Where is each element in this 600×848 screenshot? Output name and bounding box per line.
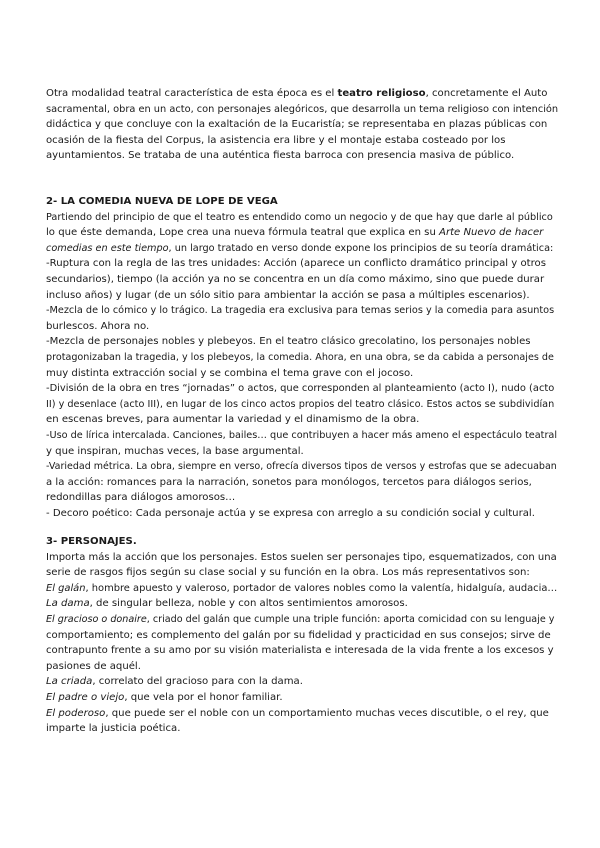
list-item-line: secundarios), tiempo (la acción ya no se concentra en un día como máximo, sino que puede durar: [46, 273, 545, 285]
book-title: comedias en este tiempo: [46, 242, 169, 254]
paragraph-line: serie de rasgos fijos según su clase social y su función en la obra. Los más representativos son:: [46, 567, 530, 579]
intro-line: didáctica y que concluye con la exaltación de la Eucaristía; se representaba en plazas públicas con: [46, 119, 548, 131]
paragraph-text: lo que éste demanda, Lope crea una nueva fórmula teatral que explica en su: [46, 227, 440, 239]
character-criada: [46, 674, 558, 690]
character-description: , que puede ser el noble con un comportamiento muchas veces discutible, o el rey, que: [105, 707, 549, 719]
teatro-religioso-term: teatro religioso: [337, 88, 426, 99]
list-item-line: protagonizaban la tragedia, y los plebeyos, la comedia. Ahora, en una obra, se da cabida a personajes de: [46, 351, 554, 363]
list-item-line: -Ruptura con la regla de las tres unidades: Acción (aparece un conflicto dramático principal y otros: [46, 258, 546, 270]
paragraph-text: , un largo tratado en verso donde expone los principios de su teoría dramática:: [168, 242, 554, 254]
character-description: , hombre apuesto y valeroso, portador de valores nobles como la valentía, hidalguía, audacia…: [85, 582, 558, 594]
character-description-line: contrapunto frente a su amo por su visión materialista e interesada de la vida frente a los excesos y: [46, 645, 554, 657]
section-heading: 3- PERSONAJES.: [46, 536, 137, 547]
list-item-line: - Decoro poético: Cada personaje actúa y se expresa con arreglo a su condición social y cultural.: [46, 507, 535, 519]
character-description-line: imparte la justicia poética.: [46, 723, 181, 735]
list-item-line: -Mezcla de lo cómico y lo trágico. La tragedia era exclusiva para temas serios y la comedia para asuntos: [46, 305, 555, 317]
character-description: , criado del galán que cumple una triple función: aporta comicidad con su lenguaje y: [146, 613, 555, 625]
character-description-line: pasiones de aquél.: [46, 660, 141, 672]
book-title: Arte Nuevo de hacer: [439, 227, 544, 239]
character-poderoso: [46, 706, 558, 722]
list-item-line: -Uso de lírica intercalada. Canciones, bailes… que contribuyen a hacer más ameno el espectáculo teatral: [46, 429, 558, 441]
list-item-line: redondillas para diálogos amorosos…: [46, 492, 236, 504]
list-item-line: incluso años) y lugar (de un sólo sitio para ambientar la acción se pasa a múltiples escenarios).: [46, 289, 530, 301]
character-description: , de singular belleza, noble y con altos sentimientos amorosos.: [89, 598, 408, 610]
section-comedia-nueva: [46, 194, 558, 521]
character-description: , correlato del gracioso para con la dama.: [92, 676, 303, 688]
list-item-line: en escenas breves, para aumentar la variedad y el dinamismo de la obra.: [46, 414, 420, 426]
character-term: El galán: [46, 582, 86, 594]
paragraph-line: [46, 241, 558, 257]
intro-line: ayuntamientos. Se trataba de una auténtica fiesta barroca con presencia masiva de público.: [46, 150, 515, 162]
paragraph-line: Partiendo del principio de que el teatro es entendido como un negocio y de que hay que darle al público: [46, 211, 553, 223]
character-galan: [46, 581, 558, 597]
character-term: La criada: [46, 676, 93, 688]
section-personajes: [46, 534, 558, 737]
intro-line: sacramental, obra en un acto, con personajes alegóricos, que desarrolla un tema religioso con intención: [46, 103, 559, 115]
list-item-line: -División de la obra en tres “jornadas” o actos, que corresponden al planteamiento (acto I), nudo (acto: [46, 383, 555, 395]
list-item-line: a la acción: romances para la narración, sonetos para monólogos, tercetos para diálogos serios,: [46, 476, 532, 488]
list-item-line: burlescos. Ahora no.: [46, 320, 150, 332]
section-heading: 2- LA COMEDIA NUEVA DE LOPE DE VEGA: [46, 196, 278, 207]
character-dama: [46, 596, 558, 612]
character-padre: [46, 690, 558, 706]
intro-line: ocasión de la fiesta del Corpus, la asistencia era libre y el montaje estaba costeado por los: [46, 134, 506, 146]
character-description: , que vela por el honor familiar.: [124, 691, 283, 703]
intro-text: Otra modalidad teatral característica de esta época es el: [46, 88, 338, 99]
character-term: La dama: [46, 598, 90, 610]
list-item-line: muy distinta extracción social y se combina el tema grave con el jocoso.: [46, 367, 414, 379]
list-item-line: y que inspiran, muchas veces, la base argumental.: [46, 445, 304, 457]
list-item-line: -Variedad métrica. La obra, siempre en verso, ofrecía diversos tipos de versos y estrofas que se adecuaban: [46, 461, 557, 473]
list-item-line: II) y desenlace (acto III), en lugar de los cinco actos propios del teatro clásico. Estos actos se subdividían: [46, 398, 555, 410]
character-description-line: comportamiento; es complemento del galán por su fidelidad y practicidad en sus consejos; sirve de: [46, 629, 551, 641]
character-term: El gracioso o donaire: [46, 613, 147, 625]
character-term: El padre o viejo: [46, 691, 125, 703]
intro-text: , concretamente el Auto: [425, 88, 548, 99]
character-term: El poderoso: [46, 707, 106, 719]
list-item-line: -Mezcla de personajes nobles y plebeyos. En el teatro clásico grecolatino, los personajes nobles: [46, 336, 531, 348]
paragraph-line: [46, 225, 558, 241]
character-gracioso: [46, 612, 558, 628]
intro-line: [46, 86, 558, 102]
paragraph-line: Importa más la acción que los personajes. Estos suelen ser personajes tipo, esquematizados, con una: [46, 551, 557, 563]
intro-paragraph: [46, 86, 558, 164]
